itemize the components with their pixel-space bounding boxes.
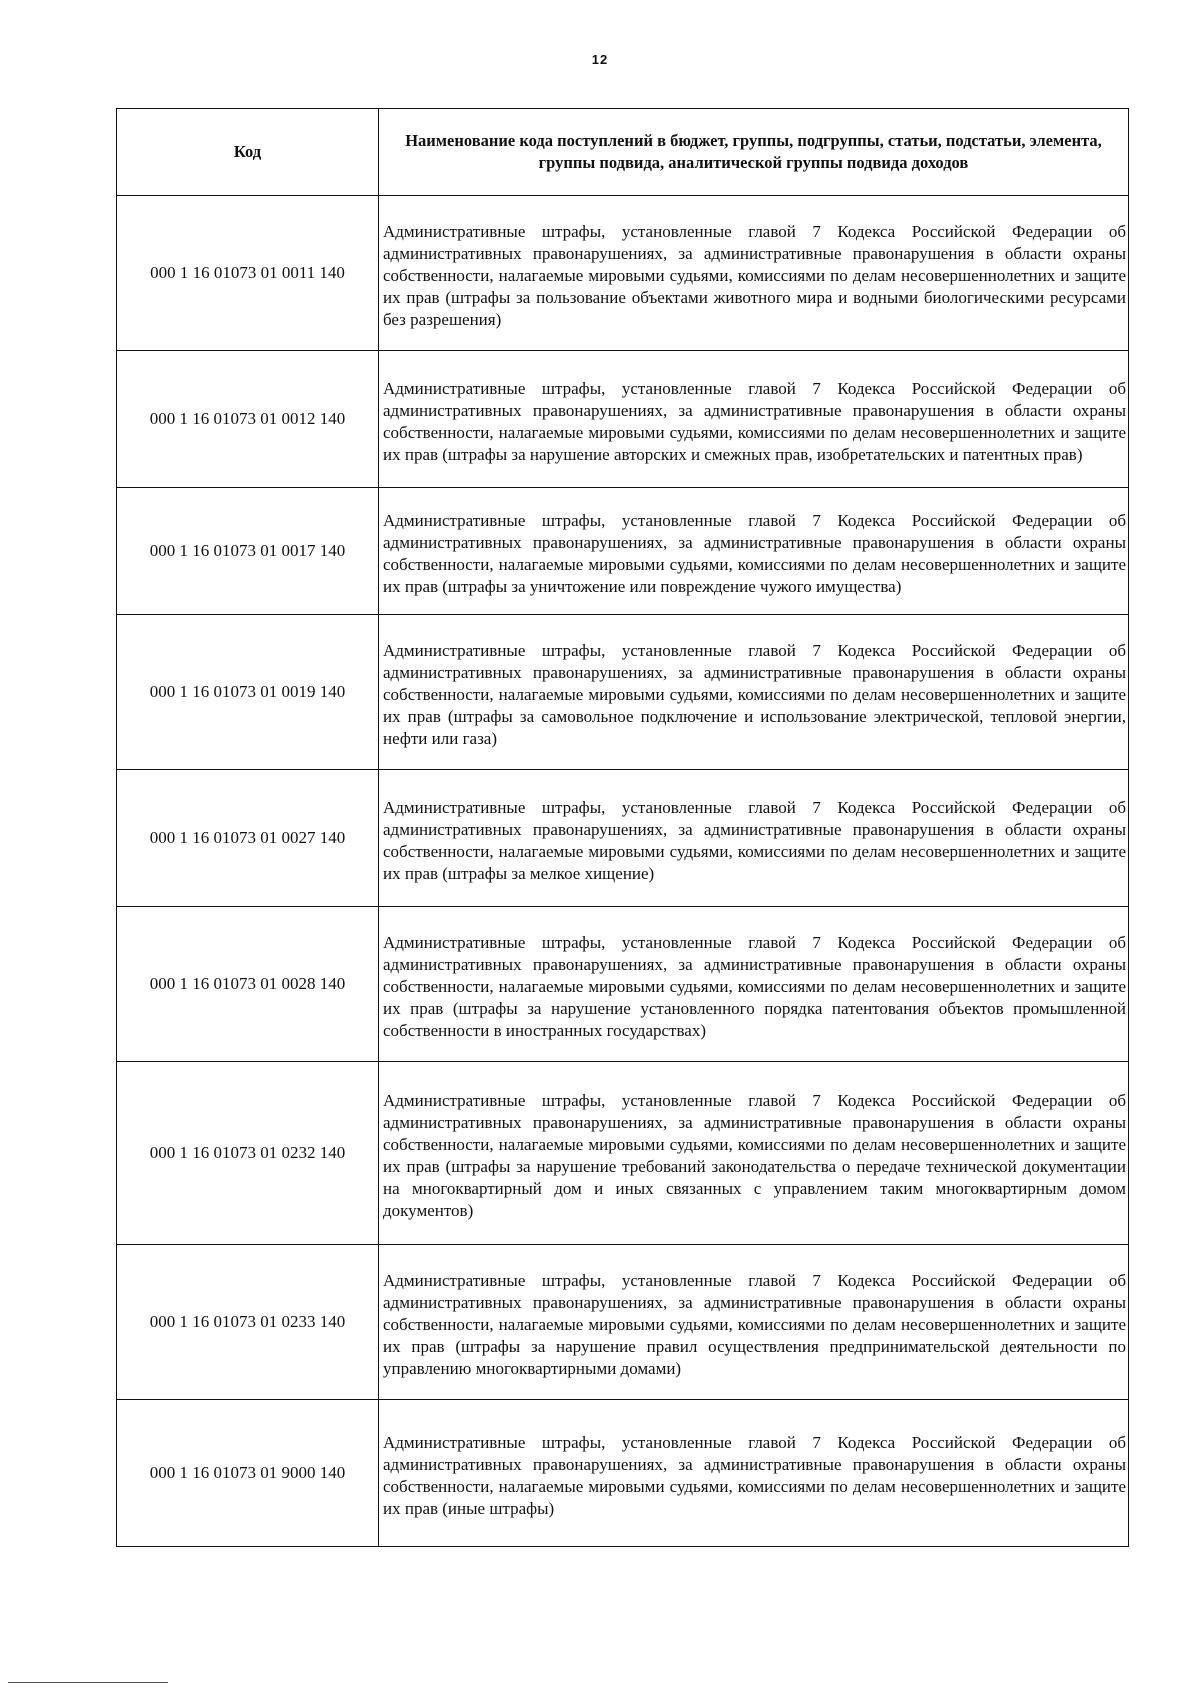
table-row [117, 1245, 1129, 1400]
table-row [117, 615, 1129, 770]
table-row [117, 770, 1129, 907]
table-row [117, 1062, 1129, 1245]
row-code: 000 1 16 01073 01 0233 140 [117, 1245, 379, 1400]
row-description: Административные штрафы, установленные главой 7 Кодекса Российской Федерации об административных правонарушениях, за административные правонарушения в области охраны собственности, налагаемые мировыми судьями, комиссиями по делам несовершеннолетних и защите их прав (иные штрафы) [379, 1400, 1129, 1547]
row-code: 000 1 16 01073 01 0011 140 [117, 196, 379, 351]
table-row [117, 488, 1129, 615]
row-description: Административные штрафы, установленные главой 7 Кодекса Российской Федерации об административных правонарушениях, за административные правонарушения в области охраны собственности, налагаемые мировыми судьями, комиссиями по делам несовершеннолетних и защите их прав (штрафы за нарушение авторских и смежных прав, изобретательских и патентных прав) [379, 351, 1129, 488]
row-description: Административные штрафы, установленные главой 7 Кодекса Российской Федерации об административных правонарушениях, за административные правонарушения в области охраны собственности, налагаемые мировыми судьями, комиссиями по делам несовершеннолетних и защите их прав (штрафы за нарушение требований законодательства о передаче технической документации на многоквартирный дом и иных связанных с управлением таким многоквартирным домом документов) [379, 1062, 1129, 1245]
page-number: 12 [591, 52, 609, 67]
table-row [117, 351, 1129, 488]
row-code: 000 1 16 01073 01 9000 140 [117, 1400, 379, 1547]
row-code: 000 1 16 01073 01 0012 140 [117, 351, 379, 488]
row-description: Административные штрафы, установленные главой 7 Кодекса Российской Федерации об административных правонарушениях, за административные правонарушения в области охраны собственности, налагаемые мировыми судьями, комиссиями по делам несовершеннолетних и защите их прав (штрафы за нарушение установленного порядка патентования объектов промышленной собственности в иностранных государствах) [379, 907, 1129, 1062]
row-code: 000 1 16 01073 01 0028 140 [117, 907, 379, 1062]
table-row [117, 196, 1129, 351]
row-code: 000 1 16 01073 01 0232 140 [117, 1062, 379, 1245]
row-code: 000 1 16 01073 01 0027 140 [117, 770, 379, 907]
row-code: 000 1 16 01073 01 0017 140 [117, 488, 379, 615]
footer-rule [8, 1682, 168, 1683]
row-code: 000 1 16 01073 01 0019 140 [117, 615, 379, 770]
header-code: Код [117, 109, 379, 196]
row-description: Административные штрафы, установленные главой 7 Кодекса Российской Федерации об административных правонарушениях, за административные правонарушения в области охраны собственности, налагаемые мировыми судьями, комиссиями по делам несовершеннолетних и защите их прав (штрафы за уничтожение или повреждение чужого имущества) [379, 488, 1129, 615]
table-row [117, 1400, 1129, 1547]
table-header-row [117, 109, 1129, 196]
row-description: Административные штрафы, установленные главой 7 Кодекса Российской Федерации об административных правонарушениях, за административные правонарушения в области охраны собственности, налагаемые мировыми судьями, комиссиями по делам несовершеннолетних и защите их прав (штрафы за нарушение правил осуществления предпринимательской деятельности по управлению многоквартирными домами) [379, 1245, 1129, 1400]
row-description: Административные штрафы, установленные главой 7 Кодекса Российской Федерации об административных правонарушениях, за административные правонарушения в области охраны собственности, налагаемые мировыми судьями, комиссиями по делам несовершеннолетних и защите их прав (штрафы за самовольное подключение и использование электрической, тепловой энергии, нефти или газа) [379, 615, 1129, 770]
revenue-codes-table [116, 108, 1129, 1547]
row-description: Административные штрафы, установленные главой 7 Кодекса Российской Федерации об административных правонарушениях, за административные правонарушения в области охраны собственности, налагаемые мировыми судьями, комиссиями по делам несовершеннолетних и защите их прав (штрафы за пользование объектами животного мира и водными биологическими ресурсами без разрешения) [379, 196, 1129, 351]
row-description: Административные штрафы, установленные главой 7 Кодекса Российской Федерации об административных правонарушениях, за административные правонарушения в области охраны собственности, налагаемые мировыми судьями, комиссиями по делам несовершеннолетних и защите их прав (штрафы за мелкое хищение) [379, 770, 1129, 907]
header-name: Наименование кода поступлений в бюджет, группы, подгруппы, статьи, подстатьи, элемента, группы подвида, аналитической группы подвида доходов [379, 109, 1129, 196]
table-row [117, 907, 1129, 1062]
